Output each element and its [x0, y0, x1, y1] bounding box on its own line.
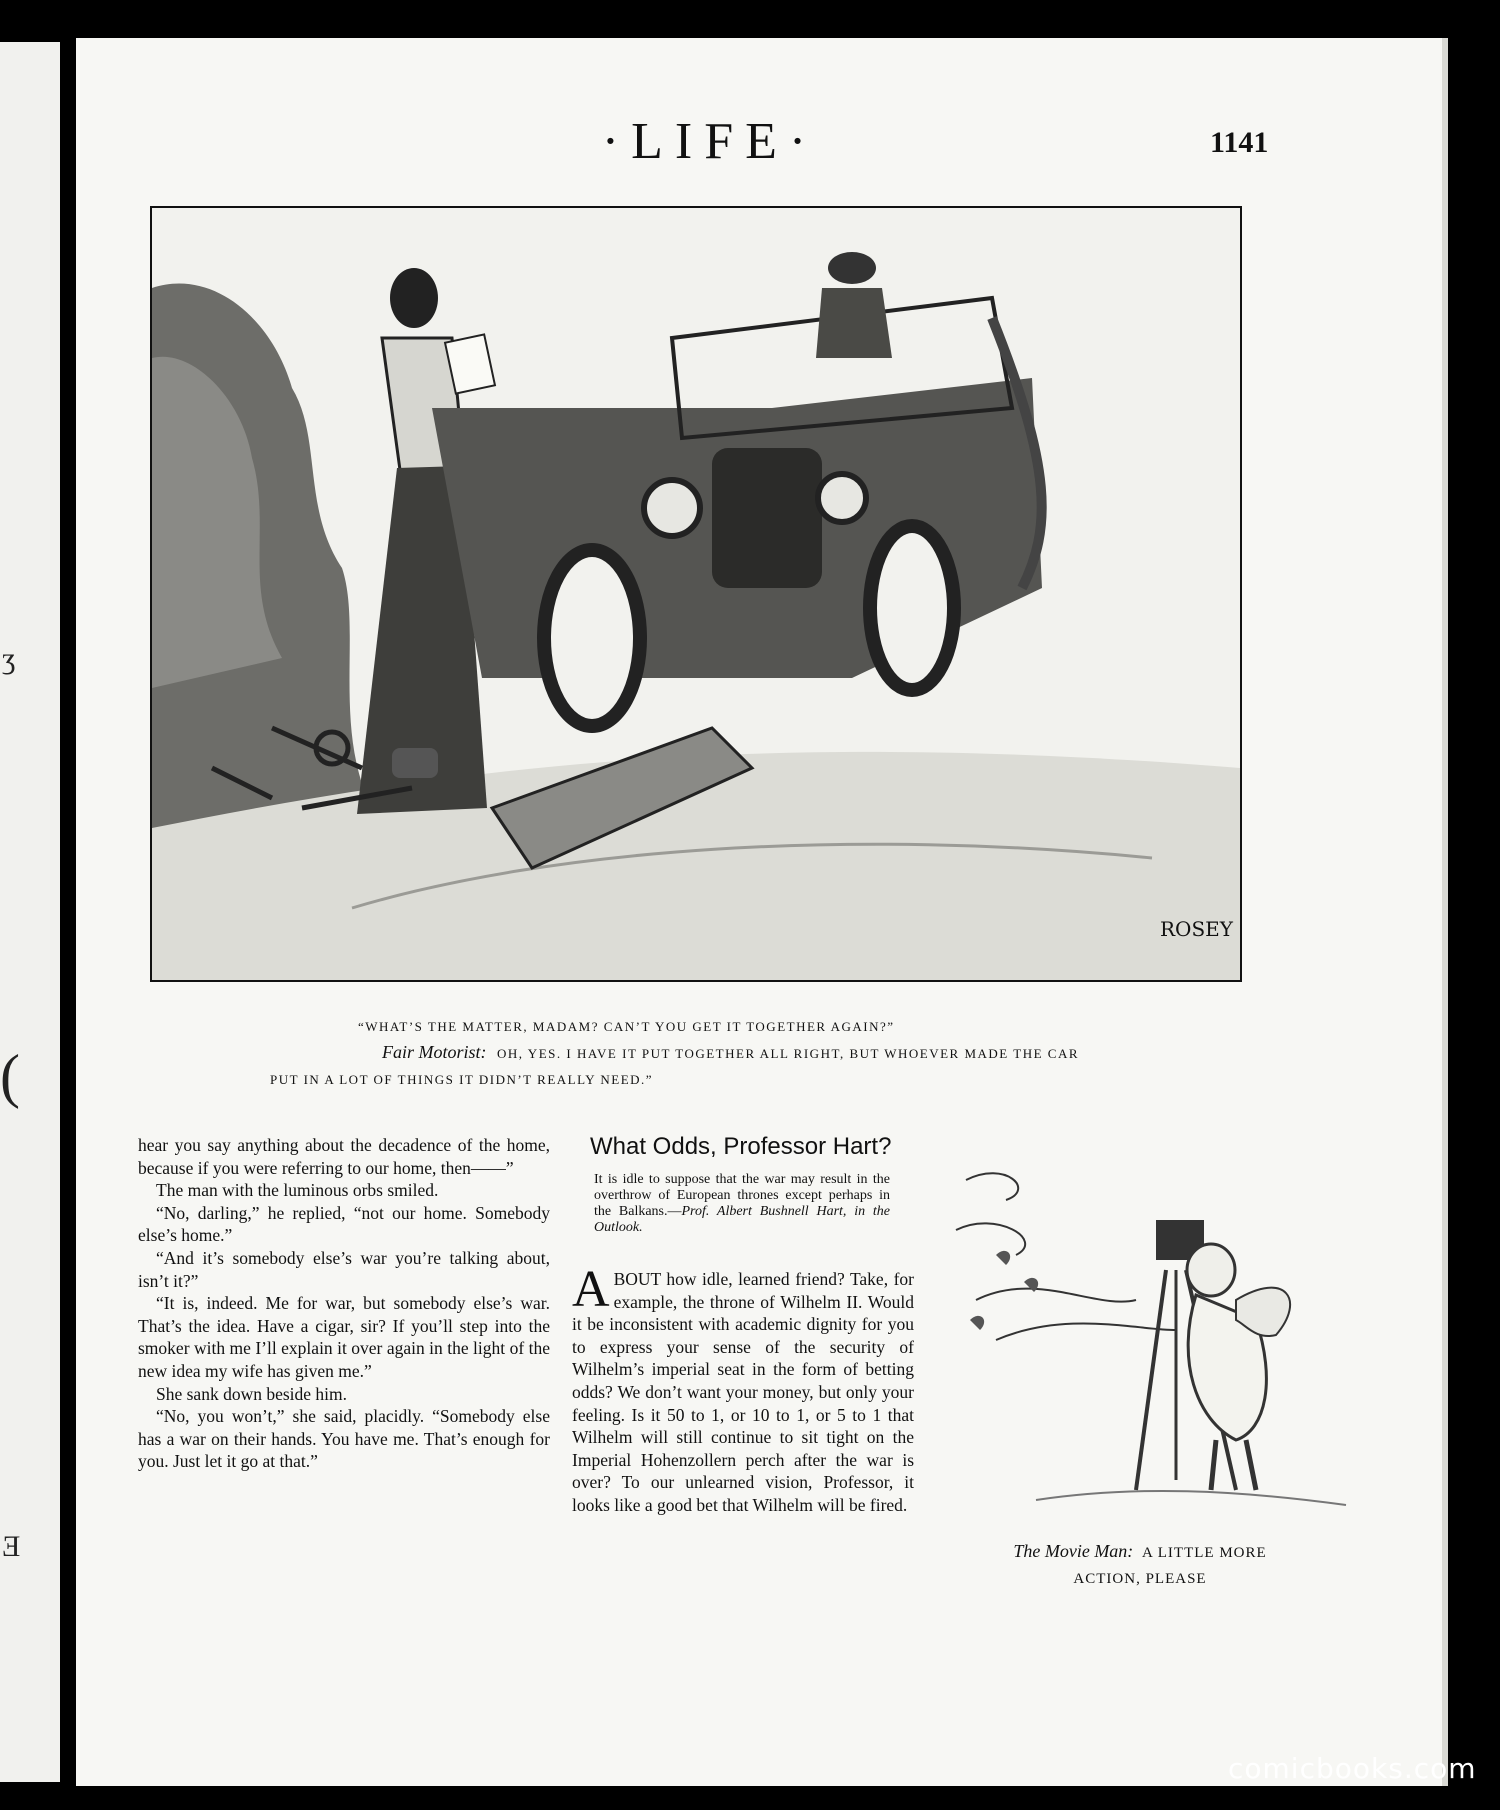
caption-line	[270, 1067, 1150, 1093]
story-paragraph: The man with the luminous orbs smiled.	[156, 1180, 439, 1201]
illustration-caption	[270, 1014, 1150, 1093]
caption-text: ACTION, PLEASE	[1073, 1571, 1207, 1587]
adjacent-page-glyph: Ǝ	[2, 1530, 21, 1563]
caption-answer-end: PUT IN A LOT OF THINGS IT DIDN’T REALLY NEED.”	[270, 1072, 654, 1087]
article-heading: What Odds, Professor Hart?	[590, 1133, 892, 1160]
adjacent-page-edge	[0, 42, 60, 1782]
page-edge	[1442, 38, 1448, 1786]
car-drawing	[152, 208, 1240, 980]
caption-line	[270, 1040, 1150, 1067]
article-epigraph	[594, 1172, 890, 1236]
story-paragraph: She sank down beside him.	[156, 1383, 348, 1404]
page-number: 1141	[1210, 126, 1269, 159]
motorist-illustration	[150, 206, 1242, 982]
caption-line	[960, 1538, 1320, 1566]
drop-cap: A	[572, 1261, 610, 1318]
article-text: BOUT how idle, learned friend? Take, for example, the throne of Wilhelm II. Would it be inconsistent with academic dignity for you to express your sense of the security of Wilhelm’s imperial seat in the form of betting odds? We don’t want your money, but only your feeling. Is it 50 to 1, or 10 to 1, or 5 to 1 that Wilhelm will still continue to sit tight on the Imperial Hohenzollern perch after the war is over? To our unlearned vision, Professor, it looks like a good bet that Wilhelm will be fired.	[572, 1269, 914, 1515]
story-paragraph: “No, you won’t,” she said, placidly. “Somebody else has a war on their hands. You have me. That’s enough for you. Just let it go at that.”	[138, 1406, 550, 1472]
epigraph-source: Prof. Albert Bushnell Hart, in the Outlook.	[594, 1204, 890, 1235]
caption-line	[270, 1014, 1150, 1040]
adjacent-page-glyph: (	[0, 1043, 20, 1109]
article-body	[572, 1261, 914, 1517]
caption-speaker: Fair Motorist:	[382, 1042, 487, 1062]
caption-answer: OH, YES. I HAVE IT PUT TOGETHER ALL RIGHT, BUT WHOEVER MADE THE CAR	[497, 1046, 1079, 1061]
adjacent-page-glyph: ʒ	[2, 642, 16, 675]
epigraph-text: It is idle to suppose that the war may result in the overthrow of European thrones except perhaps in the Balkans.—	[594, 1172, 890, 1219]
story-column	[138, 1134, 550, 1473]
artist-signature: ROSEY	[1160, 917, 1233, 941]
story-paragraph: “And it’s somebody else’s war you’re talking about, isn’t it?”	[138, 1247, 550, 1291]
caption-question: “WHAT’S THE MATTER, MADAM? CAN’T YOU GET IT TOGETHER AGAIN?”	[358, 1019, 895, 1034]
cherub-camera-drawing	[936, 1160, 1356, 1525]
movie-man-caption	[960, 1538, 1320, 1592]
caption-speaker: The Movie Man:	[1013, 1541, 1134, 1561]
story-paragraph: hear you say anything about the decadence of the home, because if you were referring to our home, then——”	[138, 1135, 550, 1178]
masthead: ·LIFE·	[601, 113, 819, 170]
source-watermark: comicbooks.com	[1228, 1752, 1477, 1785]
story-paragraph: “It is, indeed. Me for war, but somebody else’s war. That’s the idea. Have a cigar, sir? If you’ll step into the smoker with me I’ll explain it over again in the light of the new idea my wife has given me.”	[138, 1293, 550, 1381]
movie-man-illustration	[936, 1160, 1356, 1525]
story-paragraph: “No, darling,” he replied, “not our home. Somebody else’s home.”	[138, 1202, 550, 1246]
caption-text: A LITTLE MORE	[1142, 1545, 1267, 1561]
